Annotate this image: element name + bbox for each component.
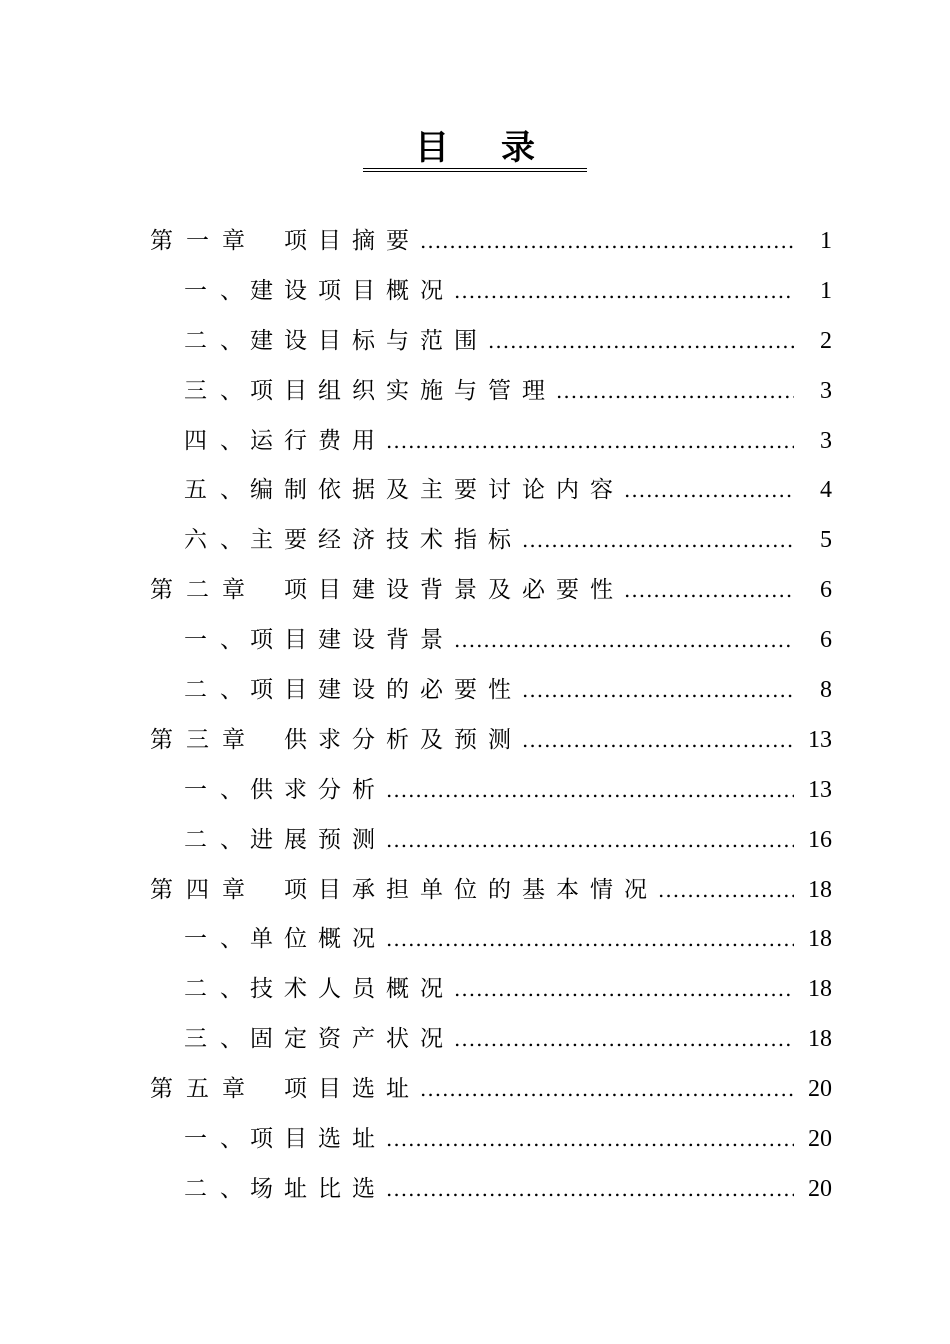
toc-leader-dots [386, 1177, 794, 1201]
toc-leader-dots [420, 229, 794, 253]
toc-entry-page: 18 [808, 926, 832, 953]
toc-entry-number: 第一章 [150, 228, 258, 254]
toc-entry-number: 一、 [184, 627, 256, 654]
toc-entry-number: 一、 [184, 776, 256, 803]
toc-entry-title: 单位概况 [250, 926, 386, 953]
toc-entry-title: 运行费用 [250, 427, 386, 454]
toc-entry-page: 18 [808, 876, 832, 903]
toc-entry[interactable] [150, 272, 832, 322]
toc-leader-dots [386, 778, 794, 802]
toc-leader-dots [624, 578, 794, 602]
toc-entry[interactable] [150, 1170, 832, 1220]
toc-entry-title: 建设项目概况 [250, 277, 454, 304]
toc-leader-dots [522, 678, 794, 702]
toc-leader-dots [556, 379, 794, 403]
toc-leader-dots [522, 728, 794, 752]
toc-entry-title: 技术人员概况 [250, 976, 454, 1003]
toc-entry[interactable] [150, 821, 832, 871]
toc-entry[interactable] [150, 1070, 832, 1120]
toc-leader-dots [454, 628, 794, 652]
toc-leader-dots [386, 927, 794, 951]
toc-entry-title: 进展预测 [250, 826, 386, 853]
toc-entry-page: 20 [808, 1126, 832, 1153]
toc-entry[interactable] [150, 871, 832, 921]
toc-entry-number: 一、 [184, 277, 256, 304]
toc-entry-page: 6 [820, 627, 832, 654]
toc-entry[interactable] [150, 920, 832, 970]
toc-entry-title: 项目组织实施与管理 [250, 377, 556, 404]
toc-entry-title: 供求分析及预测 [284, 726, 522, 753]
toc-entry-number: 五、 [184, 477, 256, 504]
toc-entry-number: 第五章 [150, 1076, 258, 1103]
toc-entry-number: 三、 [184, 1026, 256, 1053]
toc-entry[interactable] [150, 671, 832, 721]
toc-entry-page: 18 [808, 1026, 832, 1053]
toc-entry[interactable] [150, 372, 832, 422]
toc-entry-title: 项目选址 [284, 1076, 420, 1103]
toc-entry-page: 20 [808, 1175, 832, 1202]
toc-entry-page: 3 [820, 377, 832, 404]
toc-leader-dots [386, 429, 794, 453]
toc-entry-page: 5 [820, 527, 832, 554]
toc-entry-title: 建设目标与范围 [250, 327, 488, 354]
toc-entry[interactable] [150, 422, 832, 472]
toc-entry-number: 一、 [184, 1126, 256, 1153]
toc-leader-dots [386, 1127, 794, 1151]
toc-entry-number: 六、 [184, 527, 256, 554]
toc-entry-number: 第二章 [150, 577, 258, 604]
toc-entry-number: 四、 [184, 427, 256, 454]
toc-entry[interactable] [150, 970, 832, 1020]
toc-entry-number: 二、 [184, 327, 256, 354]
toc-entry-page: 4 [820, 477, 832, 504]
toc-entry-page: 3 [820, 427, 832, 454]
toc-leader-dots [454, 279, 794, 303]
toc-entry-title: 主要经济技术指标 [250, 527, 522, 554]
toc-entry-page: 13 [808, 726, 832, 753]
toc-entry[interactable] [150, 222, 832, 272]
toc-entry-page: 18 [808, 976, 832, 1003]
toc-entry-title: 项目建设的必要性 [250, 677, 522, 704]
toc-entry-number: 二、 [184, 976, 256, 1003]
toc-entry-title: 固定资产状况 [250, 1026, 454, 1053]
toc-entry[interactable] [150, 571, 832, 621]
toc-entry[interactable] [150, 322, 832, 372]
toc-entry[interactable] [150, 721, 832, 771]
toc-title: 目录 [363, 128, 587, 172]
toc-leader-dots [488, 329, 794, 353]
toc-entry-title: 编制依据及主要讨论内容 [250, 477, 624, 504]
toc-entry-title: 供求分析 [250, 776, 386, 803]
toc-entry[interactable] [150, 521, 832, 571]
toc-entry[interactable] [150, 621, 832, 671]
toc-entry-title: 项目选址 [250, 1126, 386, 1153]
toc-entry[interactable] [150, 1120, 832, 1170]
toc-entry-number: 第四章 [150, 876, 258, 903]
toc-leader-dots [658, 878, 794, 902]
toc-entry-title: 项目摘要 [284, 228, 420, 254]
toc-entry-title: 场址比选 [250, 1175, 386, 1202]
toc-leader-dots [454, 1027, 794, 1051]
toc-entry[interactable] [150, 1020, 832, 1070]
toc-entry-page: 16 [808, 826, 832, 853]
toc-leader-dots [522, 528, 794, 552]
toc-entry-number: 三、 [184, 377, 256, 404]
toc-entry-number: 一、 [184, 926, 256, 953]
table-of-contents [150, 222, 832, 1220]
toc-leader-dots [386, 828, 794, 852]
toc-entry[interactable] [150, 771, 832, 821]
toc-entry-page: 1 [820, 277, 832, 304]
toc-entry-page: 20 [808, 1076, 832, 1103]
toc-entry-page: 8 [820, 677, 832, 704]
toc-entry-page: 6 [820, 577, 832, 604]
toc-entry-title: 项目建设背景及必要性 [284, 577, 624, 604]
toc-entry[interactable] [150, 471, 832, 521]
toc-entry-number: 第三章 [150, 726, 258, 753]
toc-entry-page: 2 [820, 327, 832, 354]
toc-entry-number: 二、 [184, 1175, 256, 1202]
toc-leader-dots [624, 478, 794, 502]
toc-entry-title: 项目承担单位的基本情况 [284, 876, 658, 903]
toc-entry-number: 二、 [184, 826, 256, 853]
toc-leader-dots [454, 977, 794, 1001]
toc-entry-number: 二、 [184, 677, 256, 704]
toc-entry-page: 1 [820, 228, 832, 254]
toc-title-wrapper [0, 128, 950, 172]
toc-entry-page: 13 [808, 776, 832, 803]
toc-leader-dots [420, 1077, 794, 1101]
toc-entry-title: 项目建设背景 [250, 627, 454, 654]
